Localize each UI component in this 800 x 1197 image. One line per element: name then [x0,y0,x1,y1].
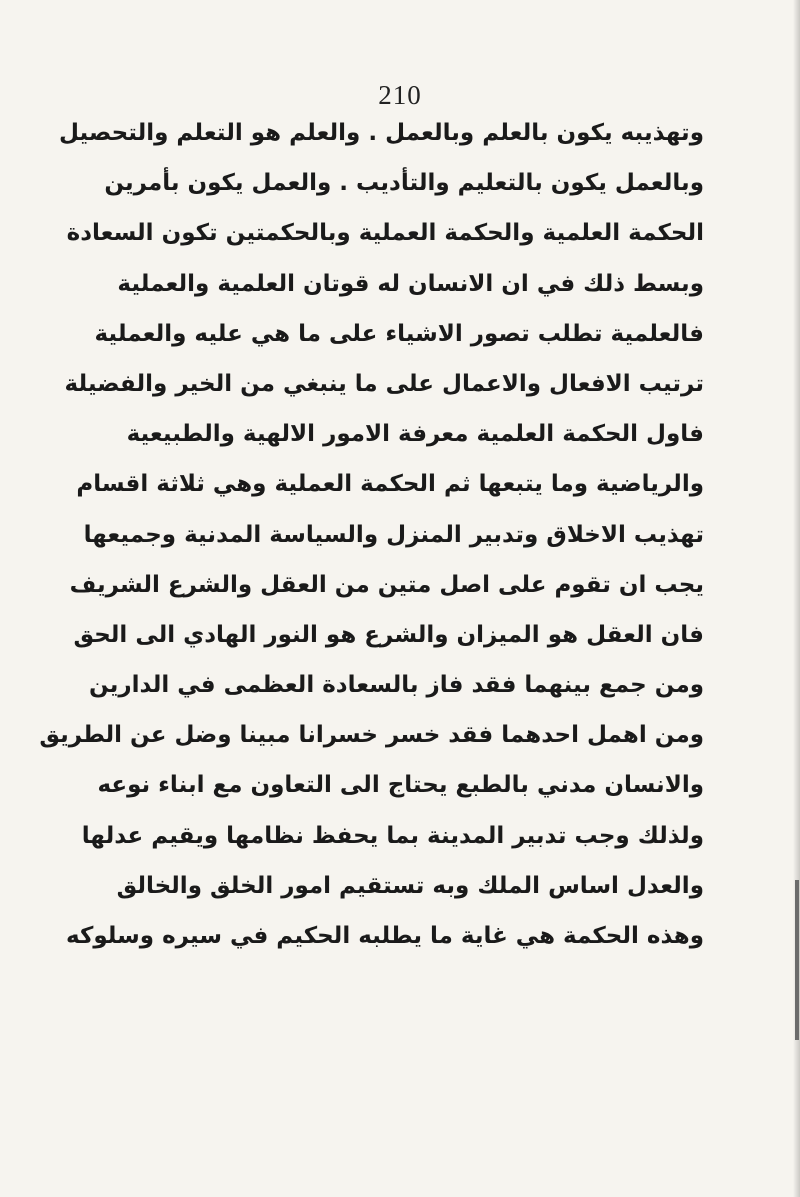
text-line: فاول الحكمة العلمية معرفة الامور الالهية والطبيعية [126,421,704,448]
text-line: فان العقل هو الميزان والشرع هو النور الهادي الى الحق [73,621,704,648]
text-line: والانسان مدني بالطبع يحتاج الى التعاون مع ابناء نوعه [97,772,704,799]
text-line: وبسط ذلك في ان الانسان له قوتان العلمية والعملية [117,270,704,297]
text-line: وهذه الحكمة هي غاية ما يطلبه الحكيم في سيره وسلوكه [66,923,704,949]
arabic-text-body [39,108,704,961]
text-line: يجب ان تقوم على اصل متين من العقل والشرع الشريف [69,571,704,598]
page-edge-mark [795,880,799,1040]
text-line: تهذيب الاخلاق وتدبير المنزل والسياسة المدنية وجميعها [83,521,704,548]
text-line: ولذلك وجب تدبير المدينة بما يحفظ نظامها ويقيم عدلها [81,822,704,849]
text-line: والعدل اساس الملك وبه تستقيم امور الخلق والخالق [116,872,704,899]
text-line: وتهذيبه يكون بالعلم وبالعمل . والعلم هو التعلم والتحصيل [59,120,704,146]
text-line: ترتيب الافعال والاعمال على ما ينبغي من الخير والفضيلة [64,370,704,397]
text-line: ومن جمع بينهما فقد فاز بالسعادة العظمى في الدارين [89,672,704,699]
text-line: ومن اهمل احدهما فقد خسر خسرانا مبينا وضل عن الطريق [39,722,704,749]
text-line: وبالعمل يكون بالتعليم والتأديب . والعمل يكون بأمرين [104,170,704,197]
text-line: الحكمة العلمية والحكمة العملية وبالحكمتين تكون السعادة [66,220,704,247]
text-line: فالعلمية تطلب تصور الاشياء على ما هي عليه والعملية [94,320,704,347]
page-number: 210 [378,80,422,110]
text-line: والرياضية وما يتبعها ثم الحكمة العملية وهي ثلاثة اقسام [76,471,704,498]
